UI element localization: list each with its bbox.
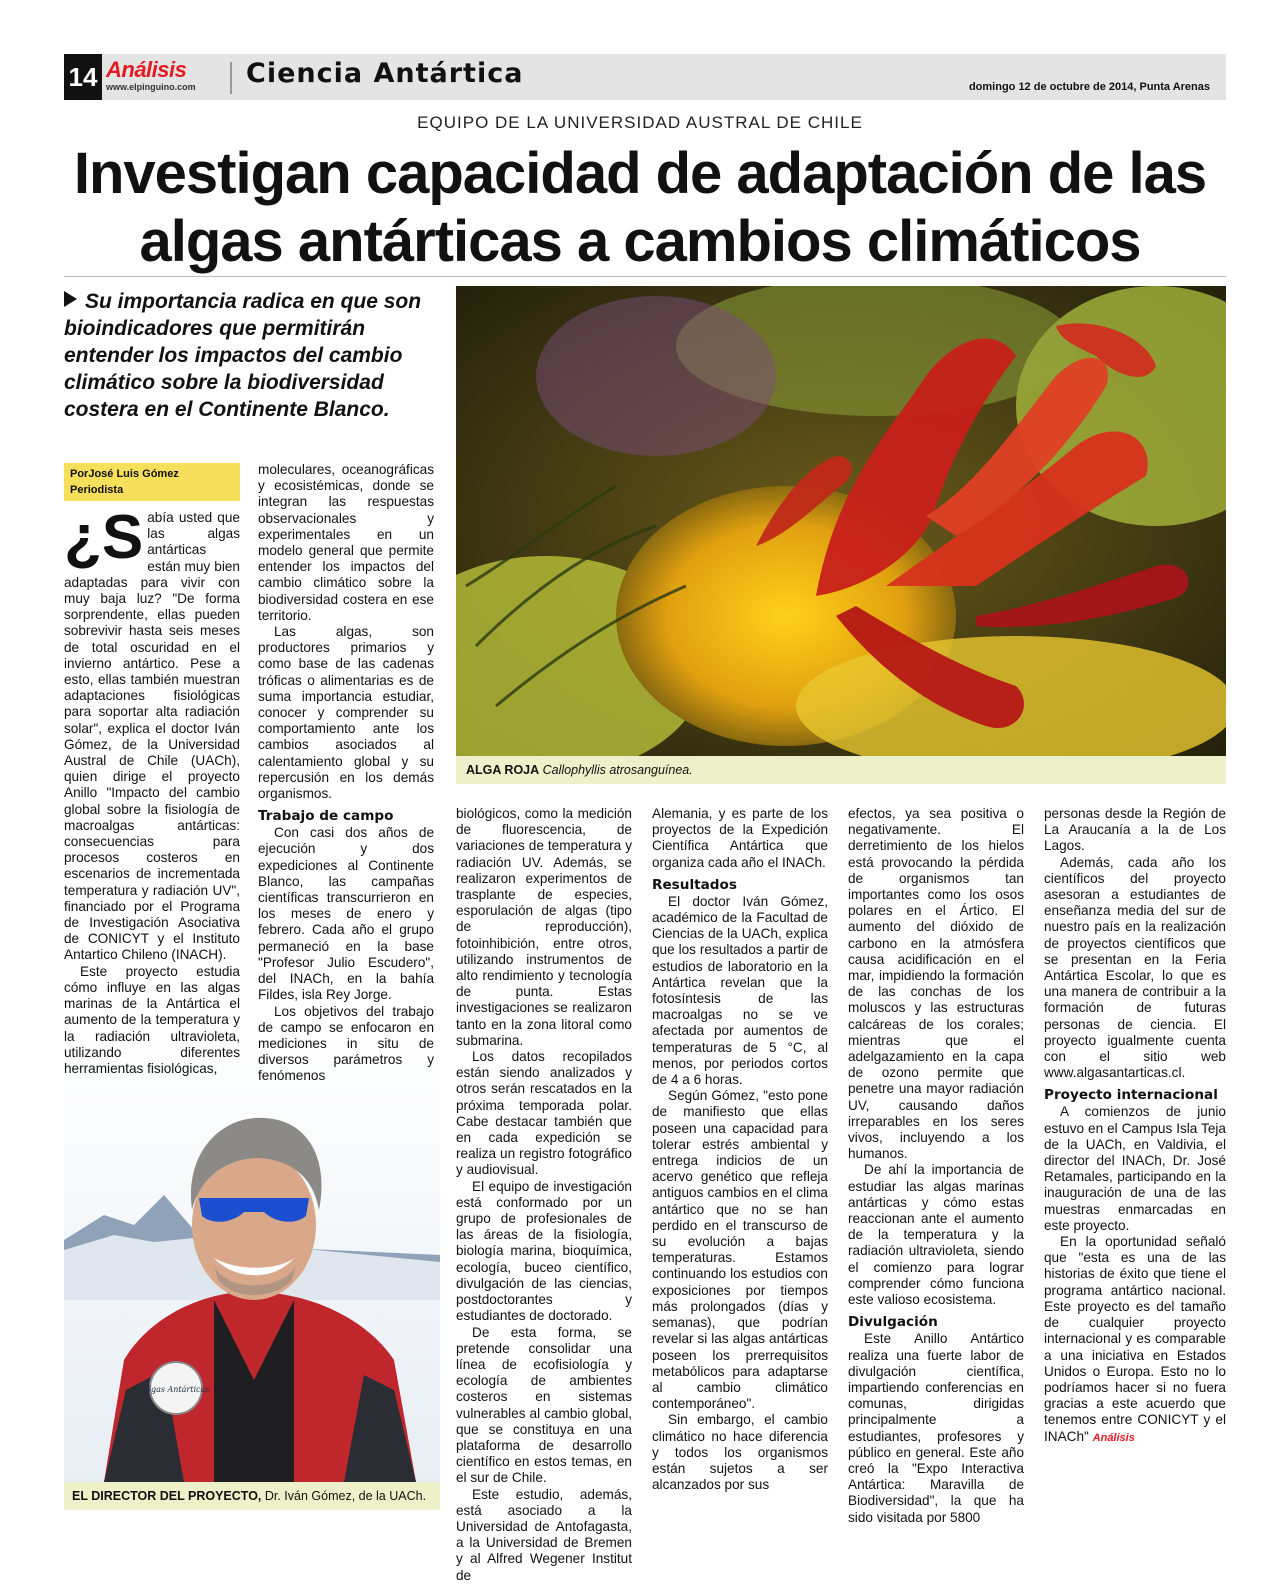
- col3-paragraph: Este estudio, además, está asociado a la Universidad de Antofagasta, a la Universidad de Bremen y al Alfred Wegener Institut de: [456, 1486, 632, 1583]
- bottom-photo-caption: [64, 1482, 440, 1510]
- subhead-divulgacion: Divulgación: [848, 1314, 938, 1331]
- col6-paragraph: A comienzos de junio estuvo en el Campus Isla Teja de la UACh, en Valdivia, el director del INACh, Dr. José Retamales, participando en la inauguración de una de las muestras enmarcadas en este proyecto.: [1044, 1104, 1226, 1233]
- bottom-caption-label: EL DIRECTOR DEL PROYECTO,: [72, 1489, 262, 1503]
- col5-paragraph: efectos, ya sea positiva o negativamente. El derretimiento de los hielos está provocando la pérdida de organismos tan importantes como los osos polares en el Ártico. El aumento del dióxido de carbono en la atmósfera causa acidificación en el mar, impidiendo la formación de las conchas de los moluscos y las estructuras calcáreas de los corales; mientras que el adelgazamiento en la capa de ozono permite que penetre una mayor radiación UV, causando daños irreparables en los seres vivos, incluyendo a los humanos.: [848, 806, 1024, 1162]
- article-column-1: [64, 503, 240, 1077]
- subhead-proyecto-internacional: Proyecto internacional: [1044, 1087, 1218, 1104]
- col3-paragraph: De esta forma, se pretende consolidar una línea de ecofisiología y ecología de ambientes costeros en sistemas vulnerables al cambio global, que se constituya en una plataforma de desarrollo científico en estos temas, en el sur de Chile.: [456, 1324, 632, 1486]
- article-column-5: [848, 806, 1024, 1526]
- top-caption-text: Callophyllis atrosanguínea.: [539, 763, 693, 777]
- newspaper-logo[interactable]: [106, 58, 216, 98]
- deck-text: Su importancia radica en que son bioindicadores que permitirán entender los impactos del cambio climático sobre la biodiversidad costera en el Continente Blanco.: [64, 290, 422, 421]
- headline: Investigan capacidad de adaptación de las algas antárticas a cambios climáticos: [73, 141, 1207, 274]
- article-column-4: [652, 806, 828, 1493]
- jacket-badge-text: Algas Antárticas: [142, 1385, 210, 1394]
- col3-paragraph: Los datos recopilados están siendo analizados y otros serán rescatados en la próxima temporada polar. Cabe destacar también que en cada expedición se realiza un registro fotográfico y audiovisual.: [456, 1049, 632, 1178]
- col6-paragraph: personas desde la Región de La Araucanía a la de Los Lagos.: [1044, 806, 1226, 854]
- article-column-3: [456, 806, 632, 1584]
- header-divider: [230, 62, 232, 94]
- col3-paragraph: El equipo de investigación está conformado por un grupo de profesionales de las áreas de la fisiología, biología marina, bioquímica, ecología, buceo científico, divulgación de las ciencias, postdoctorantes y estudiantes de doctorado.: [456, 1178, 632, 1324]
- col2-paragraph: Con casi dos años de ejecución y dos expediciones al Continente Blanco, las campañas científicas transcurrieron en los meses de enero y febrero. Cada año el grupo permaneció en la base "Profesor Julio Escudero", del INACh, en la bahía Fildes, isla Rey Jorge.: [258, 825, 434, 1003]
- section-title: Ciencia Antártica: [246, 58, 524, 89]
- top-photo-caption: [456, 756, 1226, 784]
- col4-paragraph: Según Gómez, "esto pone de manifiesto que ellas poseen una capacidad para tolerar estrés ambiental y entrega indicios de un acervo genético que refleja antiguos cambios en el clima antártico que no se han perdido en el transcurso de su evolución a bajas temperaturas. Estamos continuando los estudios con exposiciones por tiempos más prolongados (días y semanas), que podrían revelar si las algas antárticas poseen los prerrequisitos metabólicos para adaptarse al cambio climático contemporáneo".: [652, 1088, 828, 1412]
- bottom-caption-text: Dr. Iván Gómez, de la UACh.: [261, 1489, 427, 1503]
- drop-cap: ¿S: [64, 503, 144, 572]
- page-number: 14: [64, 54, 102, 100]
- col1-paragraph: abía usted que las algas antárticas están muy bien adaptadas para vivir con muy baja luz? "De forma sorprendente, ellas pueden sobrevivir hasta seis meses de total oscuridad en el invierno antártico. Pese a esto, ellas también muestran adaptaciones fisiológicas para soportar alta radiación solar", explica el doctor Iván Gómez, de la Universidad Austral de Chile (UACh), quien dirige el proyecto Anillo "Impacto del cambio global sobre la fisiología de macroalgas antárticas: consecuencias para procesos costeros en escenarios de incrementada temperatura y radiación UV", financiado por el Programa de Investigación Asociativa de CONICYT y el Instituto Antartico Chileno (INACH).: [64, 510, 240, 963]
- col4-paragraph: Sin embargo, el cambio climático no hace diferencia y todos los organismos están sujetos a ser alcanzados por sus: [652, 1412, 828, 1493]
- headline-rule: [64, 276, 1226, 277]
- logo-url: www.elpinguino.com: [106, 82, 196, 92]
- triangle-bullet-icon: [64, 291, 77, 307]
- subhead-resultados: Resultados: [652, 876, 737, 893]
- col2-paragraph: Los objetivos del trabajo de campo se enfocaron en mediciones in situ de diversos parámetros y fenómenos: [258, 1003, 434, 1084]
- col6-paragraph: Además, cada año los científicos del proyecto asesoran a estudiantes de enseñanza media del sur de nuestro país en la realización de proyectos científicos que se presentan en la Feria Antártica Escolar, lo que es una manera de contribuir a la formación de futuras personas de ciencia. El proyecto igualmente cuenta con el sitio web www.algasantarticas.cl.: [1044, 854, 1226, 1081]
- byline-author: PorJosé Luis Gómez: [70, 468, 179, 480]
- dateline: domingo 12 de octubre de 2014, Punta Arenas: [968, 81, 1210, 93]
- col4-paragraph: Alemania, y es parte de los proyectos de la Expedición Científica Antártica que organiza cada año el INACh.: [652, 806, 828, 870]
- kicker: EQUIPO DE LA UNIVERSIDAD AUSTRAL DE CHILE: [417, 113, 863, 132]
- col1-paragraph: Este proyecto estudia cómo influye en las algas marinas de la Antártica el aumento de la temperatura y la radiación ultravioleta, utilizando diferentes herramientas fisiológicas,: [64, 963, 240, 1076]
- byline: [64, 463, 240, 501]
- col2-paragraph: Las algas, son productores primarios y como base de las cadenas tróficas o alimentarias es de suma importancia estudiar, conocer y comprender su comportamiento ante los cambios asociados al calentamiento global y su repercusión en los demás organismos.: [258, 624, 434, 802]
- col3-paragraph: biológicos, como la medición de fluorescencia, de variaciones de temperatura y radiación UV. Además, se realizaron experimentos de trasplante de especies, esporulación de algas (tipo de reproducción), fotoinhibición, entre otros, utilizando instrumentos de alto rendimiento y tecnología de punta. Estas investigaciones se realizaron tanto en la zona litoral como submarina.: [456, 806, 632, 1048]
- col5-paragraph: Este Anillo Antártico realiza una fuerte labor de divulgación científica, impartiendo conferencias en comunas, dirigidas principalmente a estudiantes, profesores y público en general. Este año creó la "Expo Interactiva Antártica: Maravilla de Biodiversidad", la que ha sido visitada por 5800: [848, 1331, 1024, 1525]
- article-column-6: [1044, 806, 1226, 1445]
- article-column-2: [258, 462, 434, 1085]
- director-photo: [64, 1030, 440, 1482]
- col6-paragraph: [1044, 1234, 1226, 1445]
- end-logo: Análisis: [1092, 1431, 1135, 1444]
- col2-paragraph: moleculares, oceanográficas y ecosistémicas, donde se integran las respuestas observacionales y experimentales en un modelo general que permite entender los impactos del cambio climático sobre la biodiversidad costera en ese territorio.: [258, 462, 434, 623]
- byline-role: Periodista: [70, 484, 124, 496]
- subhead-trabajo-de-campo: Trabajo de campo: [258, 808, 394, 825]
- top-caption-label: ALGA ROJA: [466, 763, 540, 777]
- col6-closing-text: En la oportunidad señaló que "esta es una de las historias de éxito que tiene el programa antártico nacional. Este proyecto es del tamaño de cualquier proyecto internacional y es comparable a una iniciativa en Estados Unidos o Europa. Esto no lo podríamos hacer si no fuera gracias a este acuerdo que tenemos entre CONICYT y el INACh": [1044, 1234, 1226, 1444]
- col5-paragraph: De ahí la importancia de estudiar las algas marinas antárticas y cómo estas reaccionan ante el aumento de la temperatura y la radiación ultravioleta, siendo el comienzo para lograr comprender cómo funciona este valioso ecosistema.: [848, 1162, 1024, 1308]
- col4-paragraph: El doctor Iván Gómez, académico de la Facultad de Ciencias de la UACh, explica que los resultados a partir de estudios de laboratorio en la Antártica revelan que la fotosíntesis de las macroalgas no se ve afectada por aumentos de temperaturas de 5 °C, al menos, por periodos cortos de 4 a 6 horas.: [652, 893, 828, 1088]
- deck: [64, 288, 444, 423]
- red-algae-photo: [456, 286, 1226, 756]
- logo-wordmark: Análisis: [106, 57, 187, 82]
